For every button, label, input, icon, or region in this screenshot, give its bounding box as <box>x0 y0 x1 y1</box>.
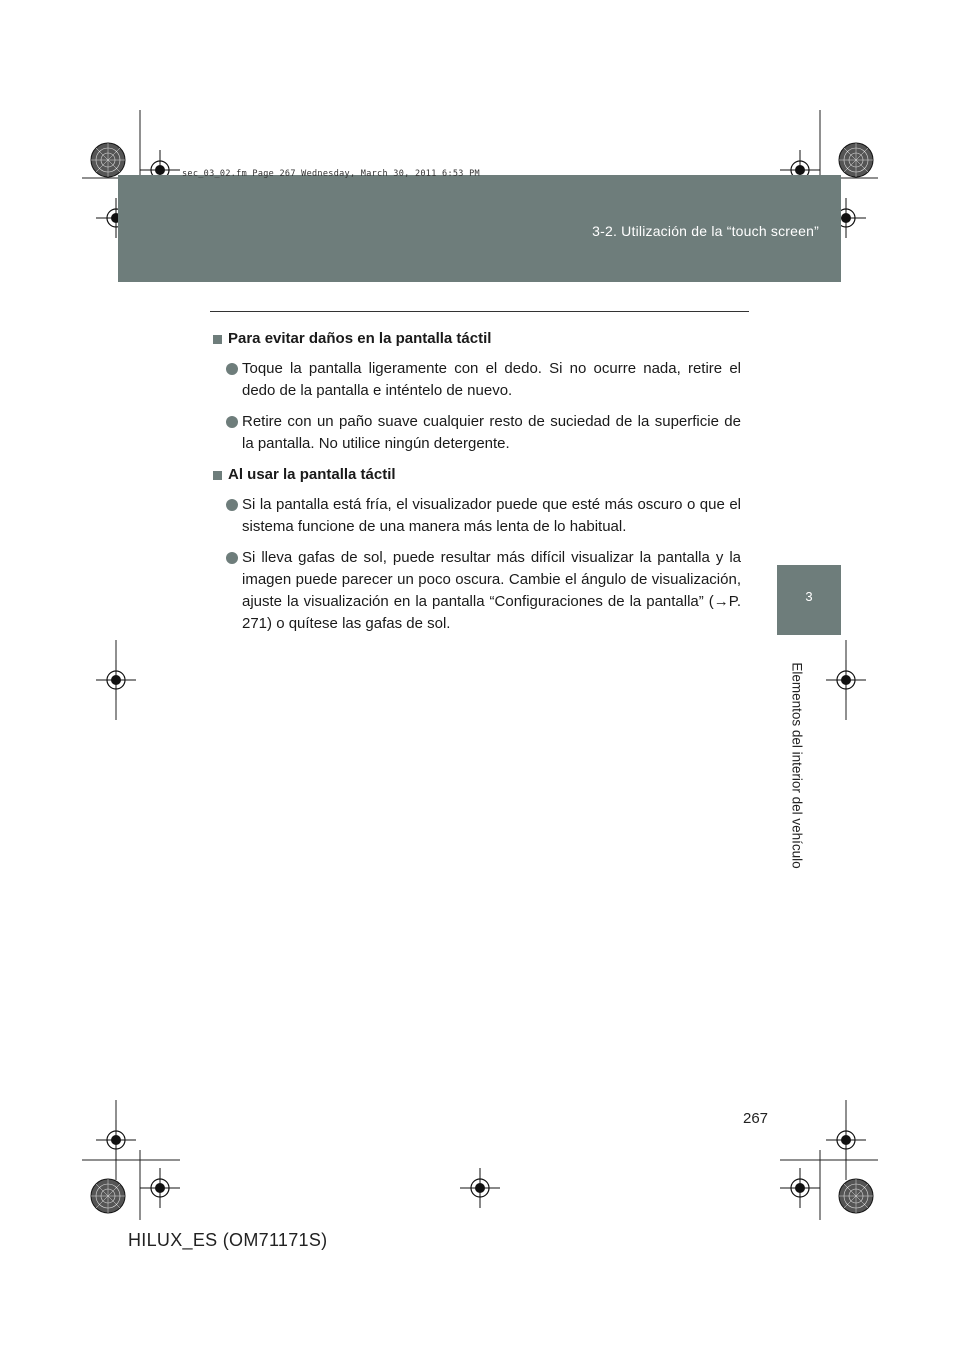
manual-code: HILUX_ES (OM71171S) <box>128 1230 328 1250</box>
list-item-text: Si la pantalla está fría, el visualizador puede que esté más oscuro o que el sistema funcione de una manera más lenta de lo habitual. <box>242 496 741 535</box>
section-title-text: Al usar la pantalla táctil <box>228 466 396 483</box>
list-item <box>213 494 741 538</box>
round-bullet-icon <box>226 363 238 375</box>
square-bullet-icon <box>213 335 222 344</box>
list-item <box>213 547 741 635</box>
list-item <box>213 411 741 455</box>
list-item <box>213 358 741 402</box>
target-mark <box>826 1120 866 1160</box>
main-content <box>213 328 741 644</box>
square-bullet-icon <box>213 471 222 480</box>
top-divider <box>210 311 749 312</box>
chapter-label: Elementos del interior del vehículo <box>789 661 805 869</box>
section-header-title: 3-2. Utilización de la “touch screen” <box>592 223 819 239</box>
section-title-text: Para evitar daños en la pantalla táctil <box>228 330 492 347</box>
round-bullet-icon <box>226 416 238 428</box>
target-mark <box>96 660 136 700</box>
target-mark <box>140 1168 180 1208</box>
file-stamp: sec_03_02.fm Page 267 Wednesday, March 30, 2011 6:53 PM <box>182 169 480 179</box>
list-item-text: Retire con un paño suave cualquier resto de suciedad de la superficie de la pantalla. No utilice ningún detergente. <box>242 413 741 452</box>
round-bullet-icon <box>226 552 238 564</box>
color-wheel-mark <box>91 143 125 177</box>
color-wheel-mark <box>839 143 873 177</box>
list-item-text: Toque la pantalla ligeramente con el dedo. Si no ocurre nada, retire el dedo de la pantalla e inténtelo de nuevo. <box>242 360 741 399</box>
header-band <box>118 175 841 282</box>
list-item-text: Si lleva gafas de sol, puede resultar más difícil visualizar la pantalla y la imagen puede parecer un poco oscura. Cambie el ángulo de visualización, ajuste la visualización en la pantalla “Configuraciones de la pantalla” (→P. 271) o quítese las gafas de sol. <box>242 549 741 632</box>
target-mark <box>96 1120 136 1160</box>
target-mark <box>780 1168 820 1208</box>
target-mark <box>826 660 866 700</box>
chapter-label-container <box>782 650 812 880</box>
section-title <box>213 464 741 486</box>
color-wheel-mark <box>91 1179 125 1213</box>
color-wheel-mark <box>839 1179 873 1213</box>
chapter-number: 3 <box>805 589 813 604</box>
round-bullet-icon <box>226 499 238 511</box>
page-number: 267 <box>743 1110 769 1127</box>
target-mark <box>460 1168 500 1208</box>
chapter-tab <box>777 565 841 635</box>
section-title <box>213 328 741 350</box>
